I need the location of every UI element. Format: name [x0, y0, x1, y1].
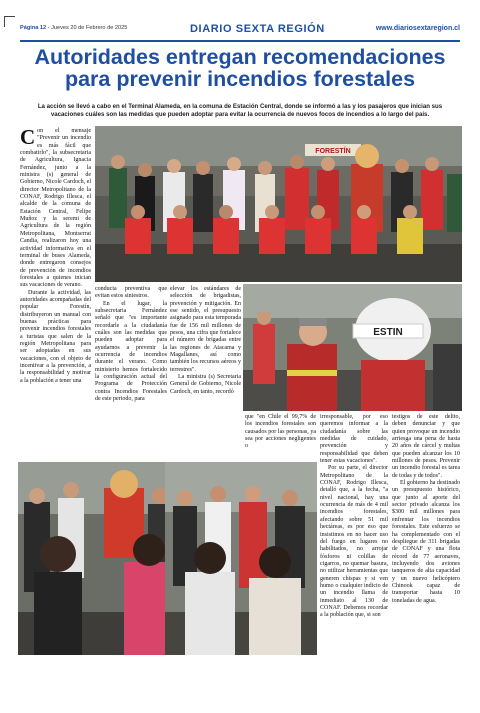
article-column-5: irresponsable, por eso queremos informar a la ciudadanía sobre las medidas de cuidado, prevención y responsabilidad que deben tener estas vacaciones". Por su parte, el director Metropolitano de la CONAF, Rodrigo Illesca, detalló que, a la fecha, "a nivel nacional, hay una ocurrencia de más de 4 mil incendios forestales, afectando sobre 51 mil hectáreas, es por eso que insistimos en no hacer uso del fuego en lugares no habilitados, no arrojar fósforos ni colillas de cigarros, no quemar basura, no utilizar herramientas que generen chispas y si ven humo o cualquier indicio de un incendio llama de inmediato al 130 de CONAF. Debemos recordar a la población que, si son — [320, 414, 388, 619]
newspaper-name: DIARIO SEXTA REGIÓN — [190, 23, 325, 35]
website-link[interactable]: www.diariosextaregion.cl — [375, 25, 460, 32]
page-date: Página 12 - Jueves 20 de Febrero de 2025 — [20, 25, 128, 31]
article-column-1: Con el mensaje "Prevenir un incendio es más fácil que combatirlo", la subsecretaria de Agricultura, Ignacia Fernández, junto a la ministra (s) general de Gobierno, Nicole Cardoch, el director Metropolitano de la CONAF, Rodrigo Illesca, el alcalde de la comuna de Estación Central, Felipe Muñoz y la seremi de Agricultura de la región Metropolitana, Montserrat Candia, realizaron hoy una actividad informativa en el terminal de buses Alameda, donde entregaron consejos de prevención de incendios forestales a quienes inician sus vacaciones de verano. Durante la actividad, las autoridades acompañadas del popular Forestín, distribuyeron un manual con buenas prácticas para prevenir incendios forestales a turistas que salen de la región Metropolitana para ser adoptadas en sus vacaciones, con el objeto de incentivar a la prevención, a la responsabilidad y motivar a la población a tener una — [20, 125, 91, 384]
article-column-3: elevar los estándares de selección de brigadistas, prevención y mitigación. En ese sentido, el presupuesto asignado para esta temporada fue de 156 mil millones de pesos, una cifra que fortalece el número de brigadas entre las regiones de Atacama y Magallanes, así como también los recursos aéreos y terrestres". La ministra (s) Secretaria General de Gobierno, Nicole Cardoch, en tanto, recordó — [170, 286, 241, 395]
column-3-paragraph-2: La ministra (s) Secretaria General de Gobierno, Nicole Cardoch, en tanto, recordó — [170, 374, 241, 395]
crop-mark — [4, 16, 15, 27]
column-1-paragraph-2: Durante la actividad, las autoridades acompañadas del popular Forestín, distribuyeron un manual con buenas prácticas para prevenir incendios forestales a turistas que salen de la región Metropolitana para ser adoptadas en sus vacaciones, con el objeto de incentivar a la prevención, a la responsabilidad y motivar a la población a tener una — [20, 289, 91, 384]
column-2-paragraph-2: En el lugar, la subsecretaria Fernández señaló que "es importante recordarle a la ciudadanía cuáles son las medidas que pueden adoptar para ayudarnos a prevenir la ocurrencia de incendios durante el verano. Como ministerio hemos fortalecido la configuración actual del Programa de Protección contra Incendios Forestales de este periodo, para — [95, 300, 167, 403]
column-6-paragraph-2: El gobierno ha destinado un presupuesto histórico, que junto al aporte del sector privado alcanza los $300 mil millones para enfrentar los incendios forestales. Este esfuerzo se ha complementado con el despliegue de 311 brigadas de CONAF y una flota récord de 77 aeronaves, incluyendo dos aviones tanqueros de alta capacidad y un nuevo helicóptero Chinook capaz de transportar hasta 10 toneladas de agua. — [392, 480, 460, 604]
article-column-6: testigos de este delito, deben denunciar y que quien provoque un incendio arriesga una pena de hasta 20 años de cárcel y multas que pueden alcanzar los 10 millones de pesos. Prevenir un incendio forestal es tarea de todas y de todos". El gobierno ha destinado un presupuesto histórico, que junto al aporte del sector privado alcanza los $300 mil millones para enfrentar los incendios forestales. Este esfuerzo se ha complementado con el despliegue de 311 brigadas de CONAF y una flota récord de 77 aeronaves, incluyendo dos aviones tanqueros de alta capacidad y un nuevo helicóptero Chinook capaz de transportar hasta 10 toneladas de agua. — [392, 414, 460, 604]
article-column-2: conducta preventiva que evitan estos siniestros. En el lugar, la subsecretaria Fernández señaló que "es importante recordarle a la ciudadanía cuáles son las medidas que pueden adoptar para ayudarnos a prevenir la ocurrencia de incendios durante el verano. Como ministerio hemos fortalecido la configuración actual del Programa de Protección contra Incendios Forestales de este periodo, para — [95, 286, 167, 403]
drop-cap: C — [20, 125, 36, 149]
article-title: Autoridades entregan recomendaciones para prevenir incendios forestales — [34, 45, 446, 91]
group-banner-text: FORESTÍN — [315, 148, 351, 155]
mascot-sign-text: ESTIN — [373, 327, 403, 338]
group-photo — [95, 126, 462, 282]
women-photo — [165, 462, 317, 655]
column-5-paragraph-2: Por su parte, el director Metropolitano de la CONAF, Rodrigo Illesca, detalló que, a la fecha, "a nivel nacional, hay una ocurrencia de más de 4 mil incendios forestales, afectando sobre 51 mil hectáreas, es por eso que insistimos en no hacer uso del fuego en lugares no habilitados, no arrojar fósforos ni colillas de cigarros, no quemar basura, no utilizar herramientas que generen chispas y si ven humo o cualquier indicio de un incendio llama de inmediato al 130 de CONAF. Debemos recordar a la población que, si son — [320, 465, 388, 619]
article-lead: La acción se llevó a cabo en el Terminal Alameda, en la comuna de Estación Central, donde se informó a las y los pasajeros que inician sus vacaciones cuáles son las medidas que pueden adoptar para evitar la ocurrencia de nuevos focos de incendios a lo largo del país. — [37, 103, 443, 118]
mascot-photo — [243, 284, 462, 411]
page-header — [20, 22, 460, 42]
article-column-4: que "en Chile el 99,7% de los incendios forestales son causados por las personas, ya sea por acciones negligentes o — [245, 414, 316, 450]
